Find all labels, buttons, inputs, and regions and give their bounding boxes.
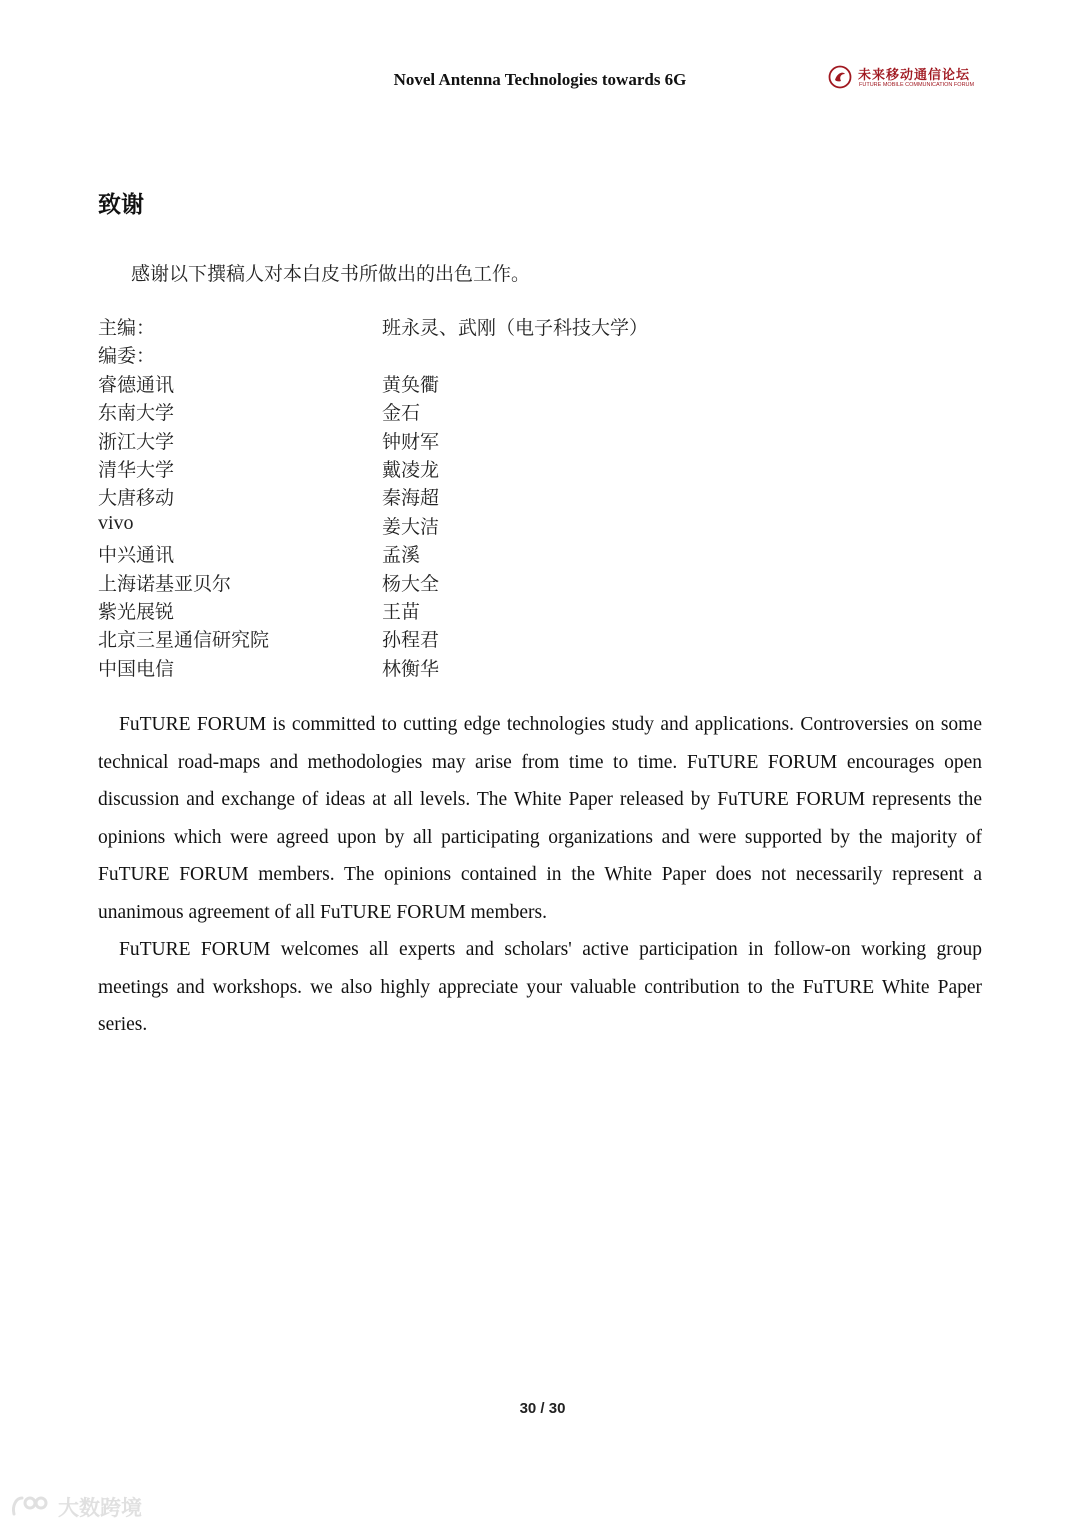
logo-chinese-name: 未来移动通信论坛: [858, 68, 971, 83]
watermark: [10, 1492, 150, 1522]
contributor-names: 秦海超: [382, 487, 440, 510]
header-title: Novel Antenna Technologies towards 6G: [393, 70, 687, 89]
list-item: [98, 455, 798, 483]
organization-label: 紫光展锐: [98, 600, 175, 623]
organization-label: 东南大学: [98, 402, 175, 425]
watermark-text: 大数跨境: [58, 1496, 142, 1520]
body-paragraph: FuTURE FORUM welcomes all experts and scholars' active participation in follow-on working group meetings and workshops. we also highly appreciate your valuable contribution to the FuTURE White Paper series.: [98, 939, 982, 1036]
organization-label: 浙江大学: [98, 430, 175, 453]
list-item: [98, 341, 798, 369]
organization-label: 编委：: [98, 345, 156, 368]
contributor-names: 钟财军: [382, 430, 440, 453]
list-item: [98, 540, 798, 568]
contributor-names: 王苗: [382, 600, 421, 623]
contributor-names: 姜大洁: [382, 515, 440, 538]
section-heading: 致谢: [98, 192, 144, 218]
organization-label: vivo: [98, 511, 134, 534]
contributor-names: 林衡华: [382, 657, 440, 680]
contributor-names: 孙程君: [382, 629, 440, 652]
contributor-names: 杨大全: [382, 572, 440, 595]
list-item: [98, 313, 798, 341]
list-item: [98, 597, 798, 625]
contributor-names: 班永灵、武刚（电子科技大学）: [382, 317, 649, 339]
page-number: 30 / 30: [519, 1400, 566, 1417]
contributor-names: 黄奂衢: [382, 373, 440, 396]
list-item: [98, 427, 798, 455]
contributor-names: 金石: [382, 402, 421, 425]
watermark-logo-icon: [10, 1494, 54, 1518]
body-paragraph: FuTURE FORUM is committed to cutting edge technologies study and applications. Controversies on some technical road-maps and methodologies may arise from time to time. FuTURE FORUM encourages open discussion and exchange of ideas at all levels. The White Paper released by FuTURE FORUM represents the opinions which were agreed upon by all participating organizations and were supported by the majority of FuTURE FORUM members. The opinions contained in the White Paper does not necessarily represent a unanimous agreement of all FuTURE FORUM members.: [98, 714, 982, 923]
contributor-list: [98, 313, 798, 682]
list-item: [98, 569, 798, 597]
list-item: [98, 370, 798, 398]
contributor-names: 戴凌龙: [382, 458, 440, 481]
forum-logo: [828, 64, 978, 94]
contributor-names: 孟溪: [382, 544, 421, 567]
list-item: [98, 654, 798, 682]
intro-text: 感谢以下撰稿人对本白皮书所做出的出色工作。: [131, 263, 531, 285]
list-item: [98, 398, 798, 426]
organization-label: 主编：: [98, 317, 156, 339]
organization-label: 北京三星通信研究院: [98, 629, 270, 652]
list-item: [98, 512, 798, 540]
forum-logo-icon: [828, 65, 852, 89]
logo-english-name: FUTURE MOBILE COMMUNICATION FORUM: [859, 82, 975, 88]
organization-label: 中兴通讯: [98, 544, 175, 567]
organization-label: 睿德通讯: [98, 373, 175, 396]
organization-label: 清华大学: [98, 458, 175, 481]
organization-label: 中国电信: [98, 657, 175, 680]
list-item: [98, 483, 798, 511]
organization-label: 大唐移动: [98, 487, 175, 510]
list-item: [98, 625, 798, 653]
organization-label: 上海诺基亚贝尔: [98, 572, 232, 595]
